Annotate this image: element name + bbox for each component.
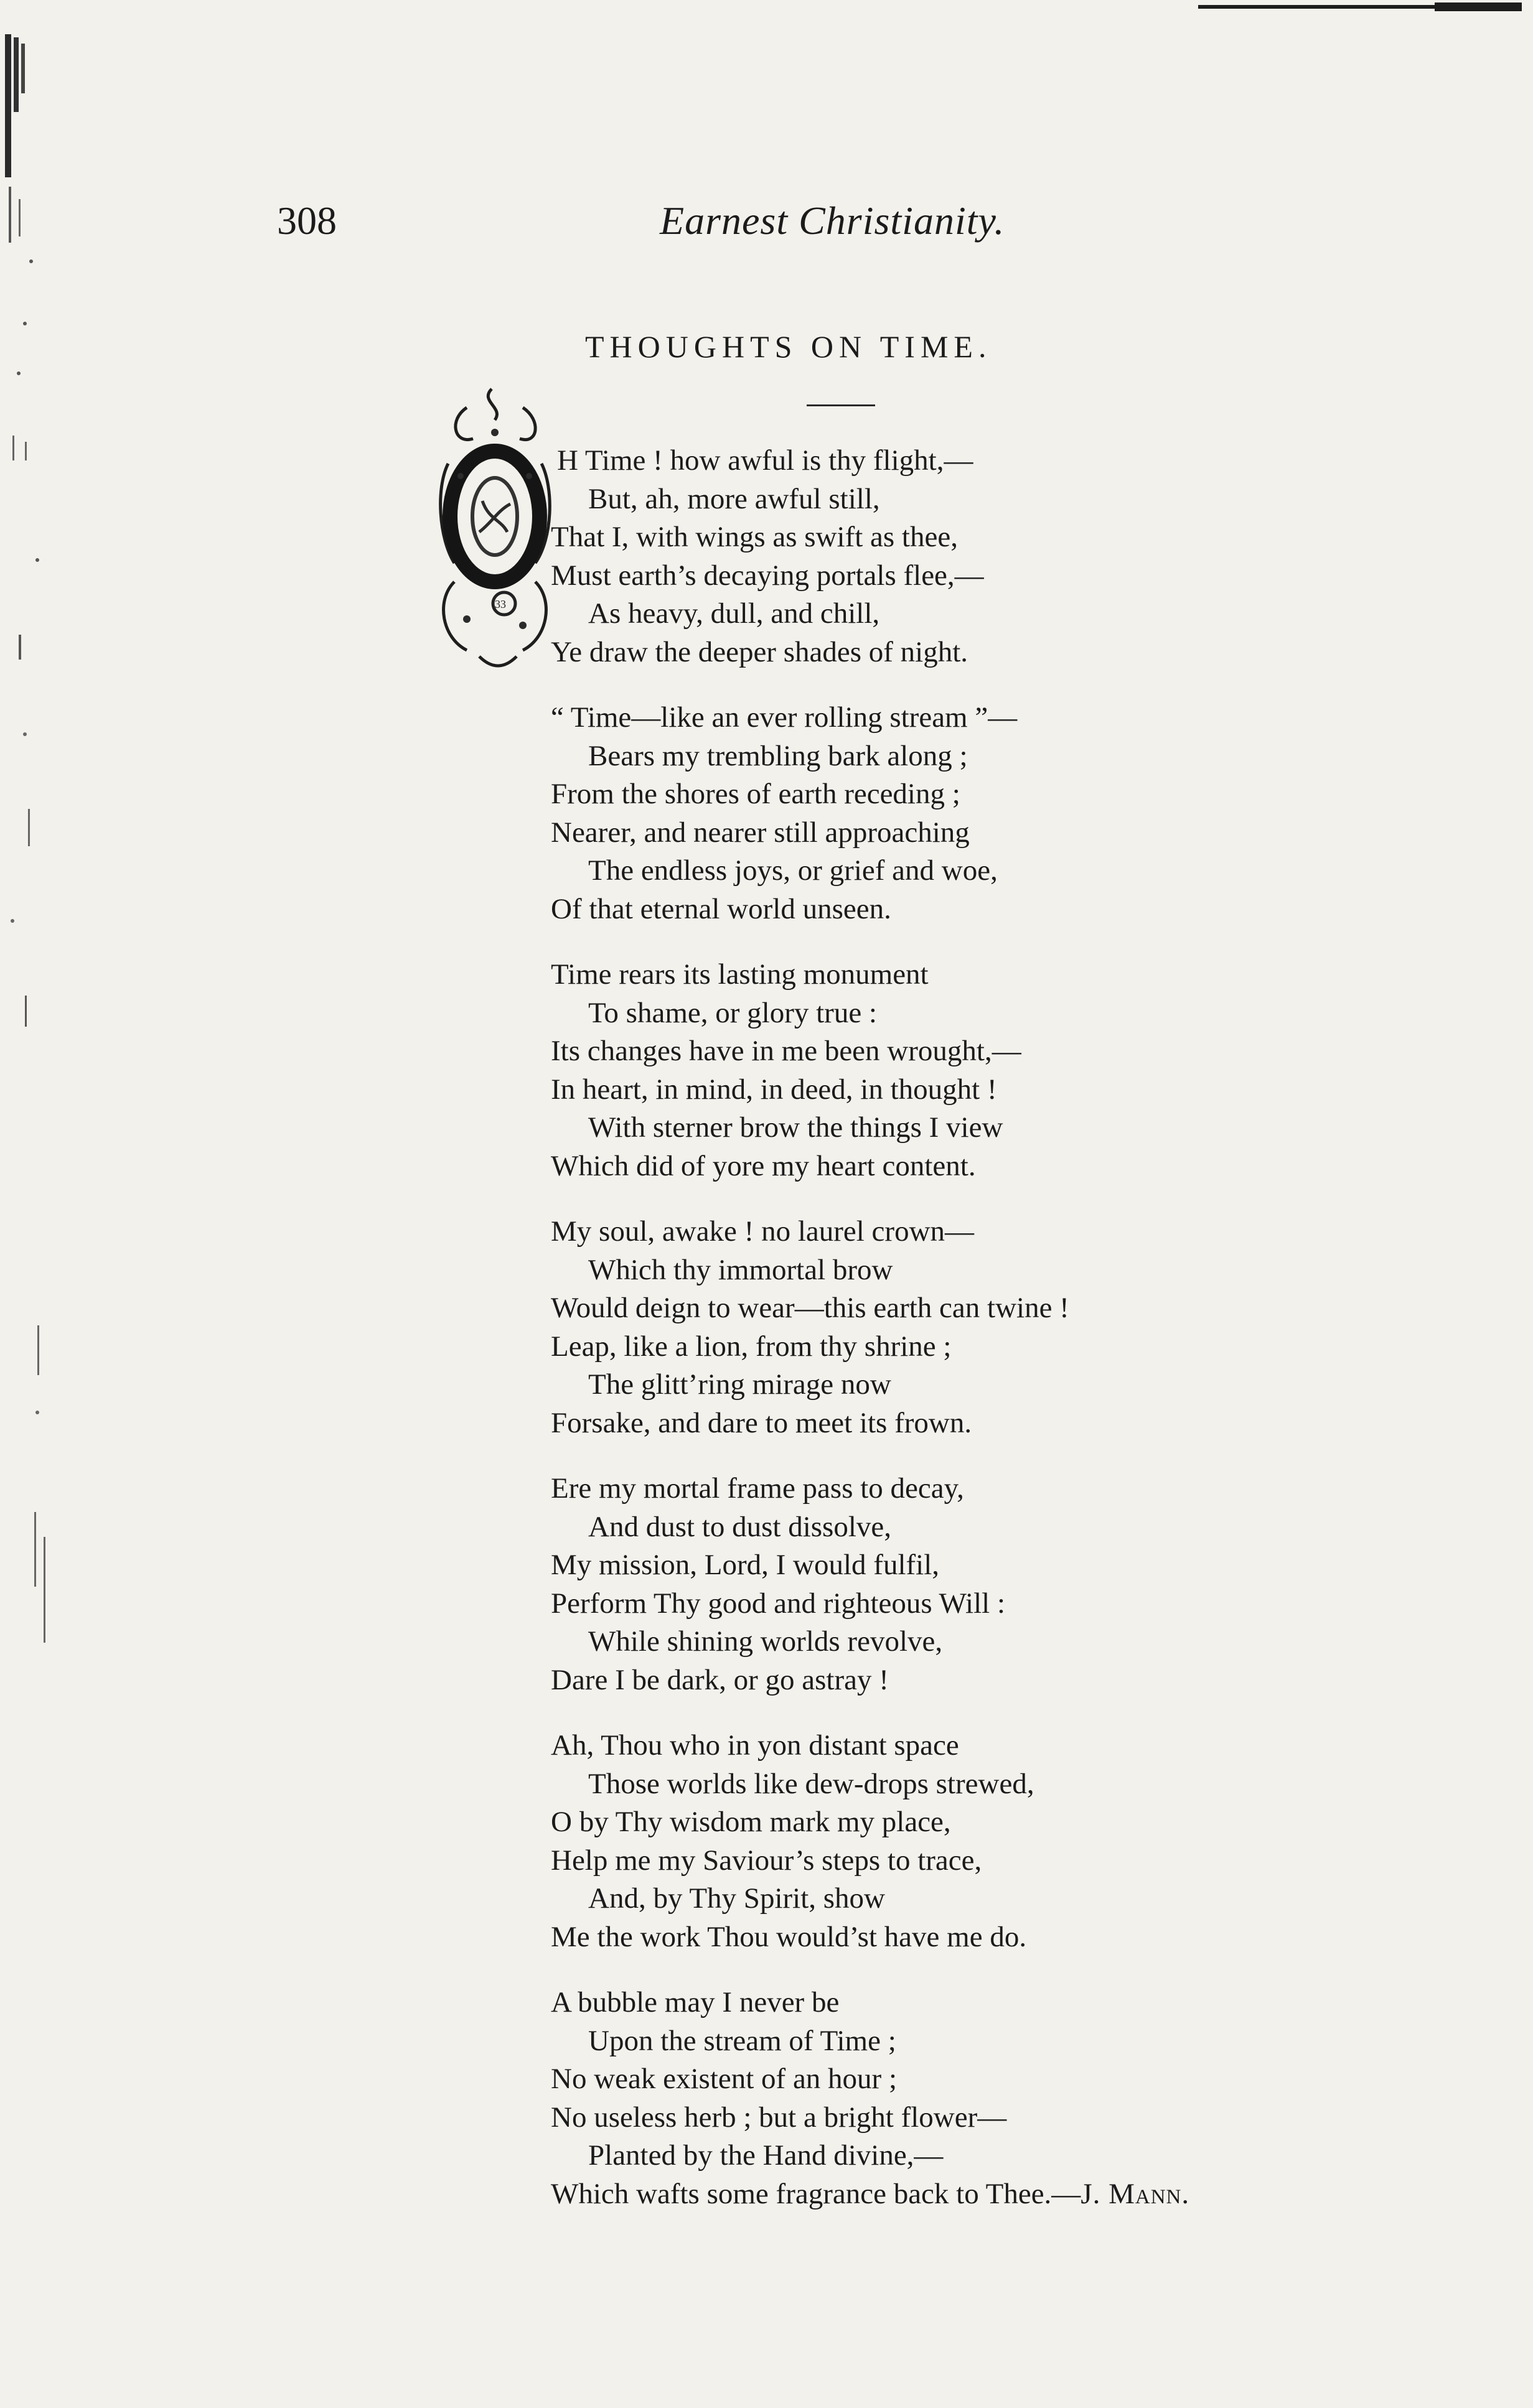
poem-line: Perform Thy good and righteous Will : xyxy=(551,1587,1006,1620)
stanza-1 xyxy=(551,442,1497,671)
poem-line: But, ah, more awful still, xyxy=(588,482,880,515)
poem-line: Nearer, and nearer still approaching xyxy=(551,816,970,849)
poem-line: While shining worlds revolve, xyxy=(588,1625,943,1658)
poem-line: Help me my Saviour’s steps to trace, xyxy=(551,1844,982,1877)
poem-line: No weak existent of an hour ; xyxy=(551,2063,898,2095)
poem-line: Leap, like a lion, from thy shrine ; xyxy=(551,1330,952,1363)
poem-line: From the shores of earth receding ; xyxy=(551,778,960,810)
poem-line: Ere my mortal frame pass to decay, xyxy=(551,1472,964,1505)
poem-line: My soul, awake ! no laurel crown— xyxy=(551,1215,975,1248)
poem-line: To shame, or glory true : xyxy=(588,996,877,1029)
page-number: 308 xyxy=(277,198,337,243)
poem-line: In heart, in mind, in deed, in thought ! xyxy=(551,1073,997,1106)
poem-line: Would deign to wear—this earth can twine ! xyxy=(551,1292,1069,1324)
stanza-2 xyxy=(551,699,1497,928)
binding-marks xyxy=(0,0,75,1742)
poem-line: That I, with wings as swift as thee, xyxy=(551,521,958,553)
stanza-5 xyxy=(551,1470,1497,1699)
poem-line: And, by Thy Spirit, show xyxy=(588,1882,885,1915)
poem-line: Ye draw the deeper shades of night. xyxy=(551,635,968,668)
poem-line: Planted by the Hand divine,— xyxy=(588,2139,944,2172)
ornamental-initial-o-icon xyxy=(429,376,560,675)
poem-line: Dare I be dark, or go astray ! xyxy=(551,1663,889,1696)
author-signature: J. Mann. xyxy=(1081,2177,1190,2210)
poem-line: Must earth’s decaying portals flee,— xyxy=(551,559,984,592)
svg-text:33: 33 xyxy=(495,598,506,610)
title-rule xyxy=(807,404,875,406)
poem-line: Which thy immortal brow xyxy=(588,1253,893,1286)
stanza-3 xyxy=(551,956,1497,1185)
stanza-7 xyxy=(551,1984,1497,2213)
poem-line: “ Time—like an ever rolling stream ”— xyxy=(551,701,1018,734)
poem-line: A bubble may I never be xyxy=(551,1986,840,2018)
poem-line: The glitt’ring mirage now xyxy=(588,1368,891,1401)
poem-line: H Time ! how awful is thy flight,— xyxy=(557,444,973,477)
poem-line: As heavy, dull, and chill, xyxy=(588,597,880,630)
poem-line: Upon the stream of Time ; xyxy=(588,2024,896,2057)
poem-line-final xyxy=(551,2175,1497,2214)
top-rule xyxy=(1198,0,1522,16)
poem-line: Of that eternal world unseen. xyxy=(551,892,891,925)
stanza-6 xyxy=(551,1727,1497,1956)
poem-line: With sterner brow the things I view xyxy=(588,1111,1003,1144)
poem-line: Which did of yore my heart content. xyxy=(551,1149,976,1182)
poem-body xyxy=(551,442,1497,2241)
poem-line: The endless joys, or grief and woe, xyxy=(588,854,998,887)
poem-line: Its changes have in me been wrought,— xyxy=(551,1035,1021,1067)
poem-line: Me the work Thou would’st have me do. xyxy=(551,1920,1027,1953)
poem-line: No useless herb ; but a bright flower— xyxy=(551,2101,1007,2134)
poem-line: Those worlds like dew-drops strewed, xyxy=(588,1767,1034,1800)
running-head: Earnest Christianity. xyxy=(660,198,1005,243)
poem-line: Time rears its lasting monument xyxy=(551,958,929,991)
final-line-text: Which wafts some fragrance back to Thee.— xyxy=(551,2177,1081,2210)
poem-line: Bears my trembling bark along ; xyxy=(588,739,968,772)
poem-line: Ah, Thou who in yon distant space xyxy=(551,1729,959,1762)
poem-line: O by Thy wisdom mark my place, xyxy=(551,1806,951,1838)
poem-title: THOUGHTS ON TIME. xyxy=(585,329,992,364)
poem-line: My mission, Lord, I would fulfil, xyxy=(551,1549,940,1581)
poem-line: And dust to dust dissolve, xyxy=(588,1510,892,1543)
poem-line: Forsake, and dare to meet its frown. xyxy=(551,1406,972,1439)
stanza-4 xyxy=(551,1213,1497,1442)
